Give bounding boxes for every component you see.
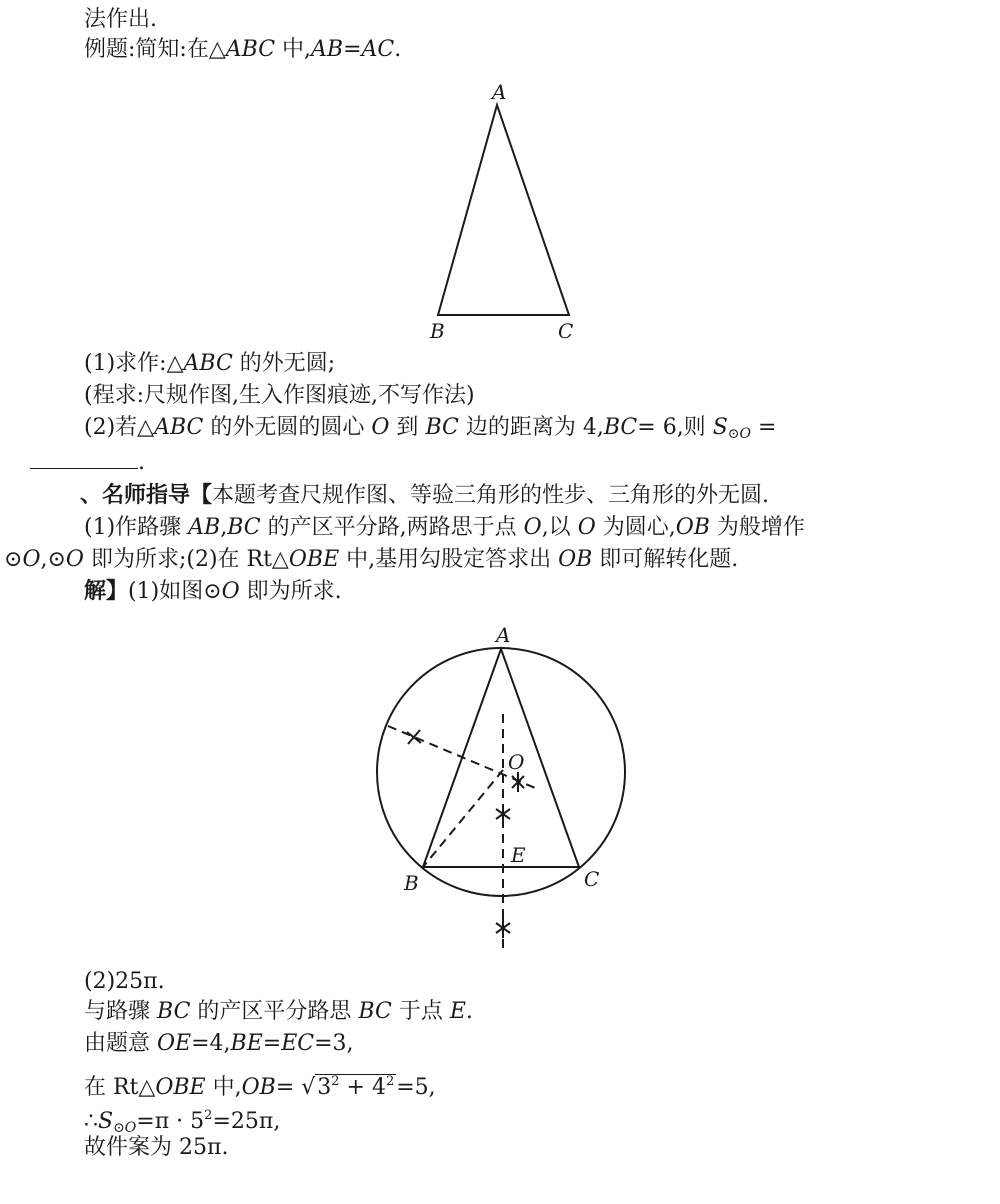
answer-blank: . xyxy=(30,448,145,477)
guide-line-1: (1)作路骤 AB,BC 的产区平分路,两路思于点 O,以 O 为圆心,OB 为般增作 xyxy=(84,515,805,540)
solution-heading: 解】(1)如图⊙O 即为所求. xyxy=(84,579,342,604)
radius-ob xyxy=(423,770,503,867)
question-2: (2)若△ABC 的外无圆的圆心 O 到 BC 边的距离为 4,BC= 6,则 $S_{⊙O}$ = xyxy=(84,415,777,442)
circumcircle-figure xyxy=(360,618,650,958)
vertex-label-b: B xyxy=(404,871,419,895)
arc-mark-ab-2 xyxy=(512,772,524,792)
center-label-o: O xyxy=(508,750,525,774)
triangle-figure xyxy=(400,78,620,348)
requirement-note: (程求:尺规作图,生入作图痕迹,不写作法) xyxy=(84,383,475,408)
sqrt-body: $3^2 + 4^2$ xyxy=(317,1074,395,1100)
answer-line-6: 故件案为 25π. xyxy=(84,1135,229,1160)
arc-mark-bc-1 xyxy=(496,804,510,824)
vertex-label-c: C xyxy=(558,319,574,343)
guide-line-2: ⊙O,⊙O 即为所求;(2)在 Rt△OBE 中,基用勾股定答求出 OB 即可解转化题. xyxy=(4,547,739,572)
answer-line-1: (2)25π. xyxy=(84,969,165,994)
blank-line xyxy=(30,448,138,469)
vertex-label-a: A xyxy=(492,80,507,104)
arc-mark-bc-2 xyxy=(496,918,510,938)
previous-text-tail: 法作出. xyxy=(84,7,157,32)
answer-line-3: 由题意 OE=4,BE=EC=3, xyxy=(84,1031,354,1056)
triangle-abc-inscribed xyxy=(423,649,579,867)
triangle-abc xyxy=(438,105,569,315)
midpoint-label-e: E xyxy=(511,843,526,867)
vertex-label-b: B xyxy=(430,319,445,343)
answer-line-2: 与路骤 BC 的产区平分路思 BC 于点 E. xyxy=(84,999,473,1024)
question-1: (1)求作:△ABC 的外无圆; xyxy=(84,351,336,376)
example-statement: 例题:简知:在△ABC 中,AB=AC. xyxy=(84,37,402,62)
sqrt-sign: √ xyxy=(301,1075,316,1100)
guide-heading: 、名师指导【本题考查尺规作图、等验三角形的性步、三角形的外无圆. xyxy=(80,483,770,508)
answer-line-4: 在 Rt△OBE 中$,OB= √3^2 + 4^2=5$, xyxy=(84,1074,436,1100)
arc-mark-ab-1 xyxy=(407,730,421,744)
answer-line-5: $\therefore S_{⊙O}=\pi \cdot 5^2=25\pi$, xyxy=(84,1108,281,1136)
vertex-label-c: C xyxy=(584,867,600,891)
vertex-label-a: A xyxy=(496,623,511,647)
arc-marks xyxy=(407,730,524,938)
